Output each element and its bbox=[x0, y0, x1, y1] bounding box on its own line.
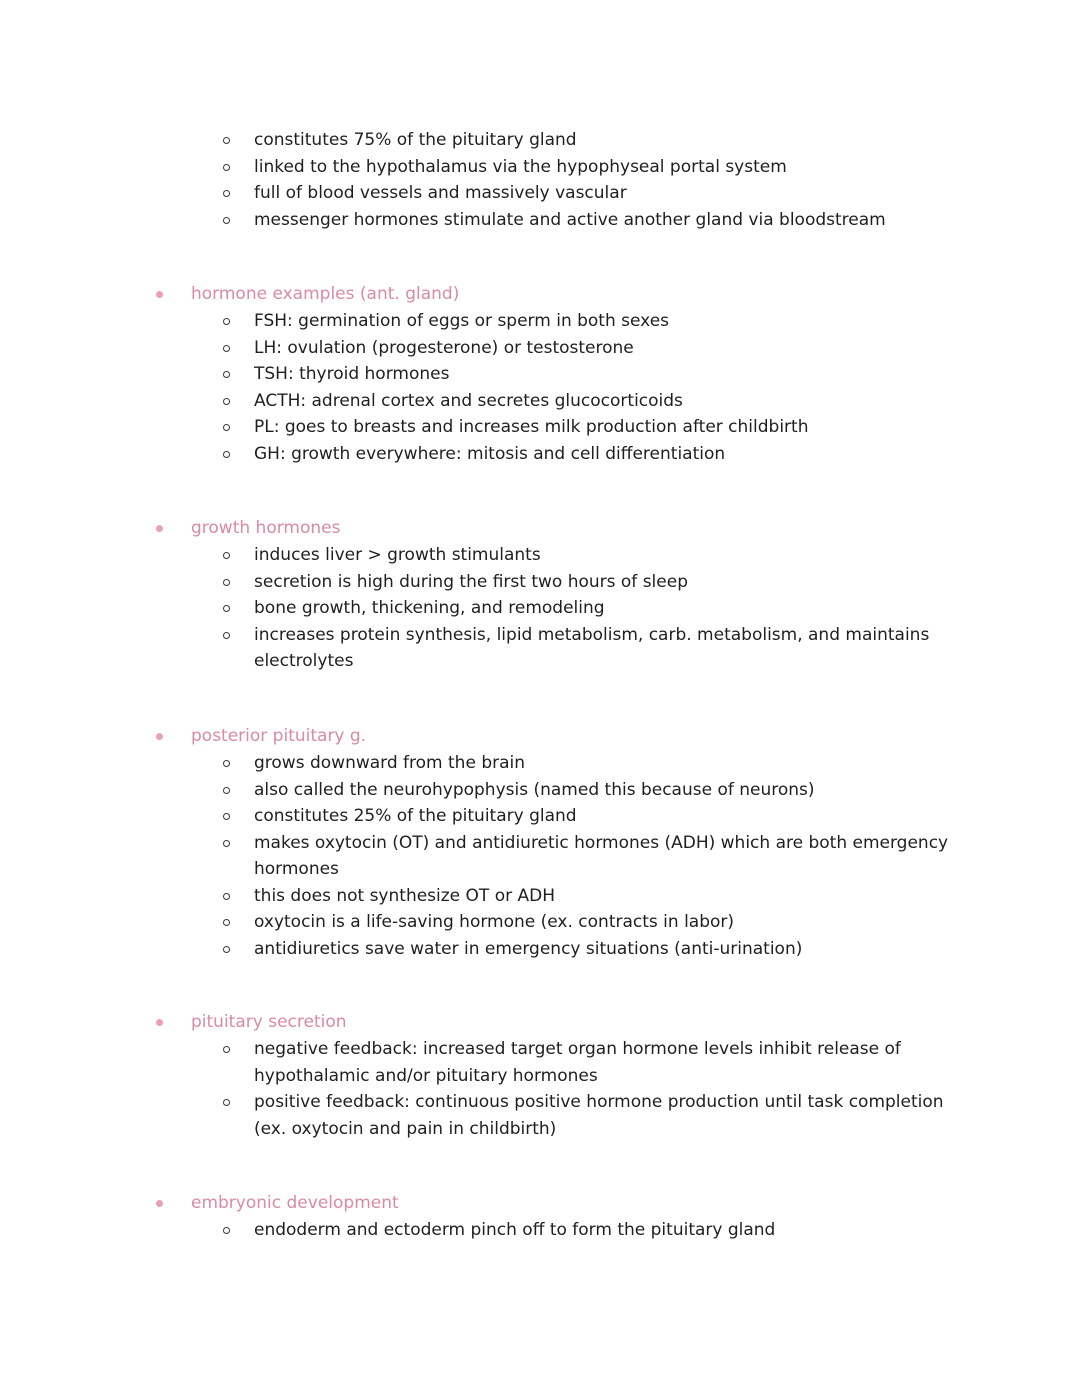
section-hormone-examples bbox=[0, 281, 1080, 467]
list-item: endoderm and ectoderm pinch off to form the pituitary gland bbox=[0, 1217, 974, 1244]
hollow-bullet-icon bbox=[223, 760, 230, 767]
section-embryonic-development bbox=[0, 1190, 1080, 1244]
hollow-bullet-icon bbox=[223, 451, 230, 458]
list-item: linked to the hypothalamus via the hypophyseal portal system bbox=[0, 154, 974, 181]
list-item: constitutes 25% of the pituitary gland bbox=[0, 803, 974, 830]
list-item: FSH: germination of eggs or sperm in both sexes bbox=[0, 308, 974, 335]
list-item: constitutes 75% of the pituitary gland bbox=[0, 127, 974, 154]
list-item: increases protein synthesis, lipid metabolism, carb. metabolism, and maintains electrolytes bbox=[0, 622, 974, 675]
hollow-bullet-icon bbox=[223, 1227, 230, 1234]
list-item: this does not synthesize OT or ADH bbox=[0, 883, 974, 910]
list-item: antidiuretics save water in emergency situations (anti-urination) bbox=[0, 936, 974, 963]
section-heading: pituitary secretion bbox=[191, 1012, 347, 1032]
list-item: induces liver > growth stimulants bbox=[0, 542, 974, 569]
filled-bullet-icon bbox=[156, 733, 163, 740]
hollow-bullet-icon bbox=[223, 345, 230, 352]
sub-list bbox=[0, 1036, 1080, 1142]
list-item: full of blood vessels and massively vascular bbox=[0, 180, 974, 207]
hollow-bullet-icon bbox=[223, 552, 230, 559]
list-item: PL: goes to breasts and increases milk production after childbirth bbox=[0, 414, 974, 441]
hollow-bullet-icon bbox=[223, 919, 230, 926]
list-item: GH: growth everywhere: mitosis and cell differentiation bbox=[0, 441, 974, 468]
list-item: oxytocin is a life-saving hormone (ex. contracts in labor) bbox=[0, 909, 974, 936]
sub-list bbox=[0, 750, 1080, 962]
list-item: bone growth, thickening, and remodeling bbox=[0, 595, 974, 622]
filled-bullet-icon bbox=[156, 525, 163, 532]
hollow-bullet-icon bbox=[223, 813, 230, 820]
filled-bullet-icon bbox=[156, 291, 163, 298]
section-heading-row bbox=[0, 723, 1080, 750]
section-heading: hormone examples (ant. gland) bbox=[191, 284, 460, 304]
list-item: makes oxytocin (OT) and antidiuretic hormones (ADH) which are both emergency hormones bbox=[0, 830, 974, 883]
sub-list bbox=[0, 542, 1080, 675]
list-item: grows downward from the brain bbox=[0, 750, 974, 777]
section-heading-row bbox=[0, 1190, 1080, 1217]
sub-list bbox=[0, 1217, 1080, 1244]
list-item: positive feedback: continuous positive hormone production until task completion (ex. oxytocin and pain in childbirth) bbox=[0, 1089, 974, 1142]
list-item: messenger hormones stimulate and active another gland via bloodstream bbox=[0, 207, 974, 234]
hollow-bullet-icon bbox=[223, 371, 230, 378]
list-item: TSH: thyroid hormones bbox=[0, 361, 974, 388]
section-heading: embryonic development bbox=[191, 1193, 399, 1213]
hollow-bullet-icon bbox=[223, 787, 230, 794]
list-item: also called the neurohypophysis (named this because of neurons) bbox=[0, 777, 974, 804]
hollow-bullet-icon bbox=[223, 840, 230, 847]
filled-bullet-icon bbox=[156, 1200, 163, 1207]
hollow-bullet-icon bbox=[223, 605, 230, 612]
hollow-bullet-icon bbox=[223, 893, 230, 900]
hollow-bullet-icon bbox=[223, 1099, 230, 1106]
list-item: ACTH: adrenal cortex and secretes glucocorticoids bbox=[0, 388, 974, 415]
hollow-bullet-icon bbox=[223, 946, 230, 953]
section-growth-hormones bbox=[0, 515, 1080, 675]
sub-list bbox=[0, 127, 1080, 233]
hollow-bullet-icon bbox=[223, 137, 230, 144]
hollow-bullet-icon bbox=[223, 424, 230, 431]
hollow-bullet-icon bbox=[223, 1046, 230, 1053]
hollow-bullet-icon bbox=[223, 190, 230, 197]
section-heading-row bbox=[0, 281, 1080, 308]
sub-list bbox=[0, 308, 1080, 467]
filled-bullet-icon bbox=[156, 1019, 163, 1026]
section-heading-row bbox=[0, 1009, 1080, 1036]
section-posterior-pituitary bbox=[0, 723, 1080, 962]
hollow-bullet-icon bbox=[223, 217, 230, 224]
list-item: negative feedback: increased target organ hormone levels inhibit release of hypothalamic and/or pituitary hormones bbox=[0, 1036, 974, 1089]
hollow-bullet-icon bbox=[223, 318, 230, 325]
list-item: LH: ovulation (progesterone) or testosterone bbox=[0, 335, 974, 362]
hollow-bullet-icon bbox=[223, 164, 230, 171]
hollow-bullet-icon bbox=[223, 398, 230, 405]
section-heading-row bbox=[0, 515, 1080, 542]
list-item: secretion is high during the first two hours of sleep bbox=[0, 569, 974, 596]
section-anterior-continuation bbox=[0, 127, 1080, 233]
section-heading: posterior pituitary g. bbox=[191, 726, 367, 746]
hollow-bullet-icon bbox=[223, 579, 230, 586]
section-heading: growth hormones bbox=[191, 518, 341, 538]
hollow-bullet-icon bbox=[223, 632, 230, 639]
section-pituitary-secretion bbox=[0, 1009, 1080, 1142]
